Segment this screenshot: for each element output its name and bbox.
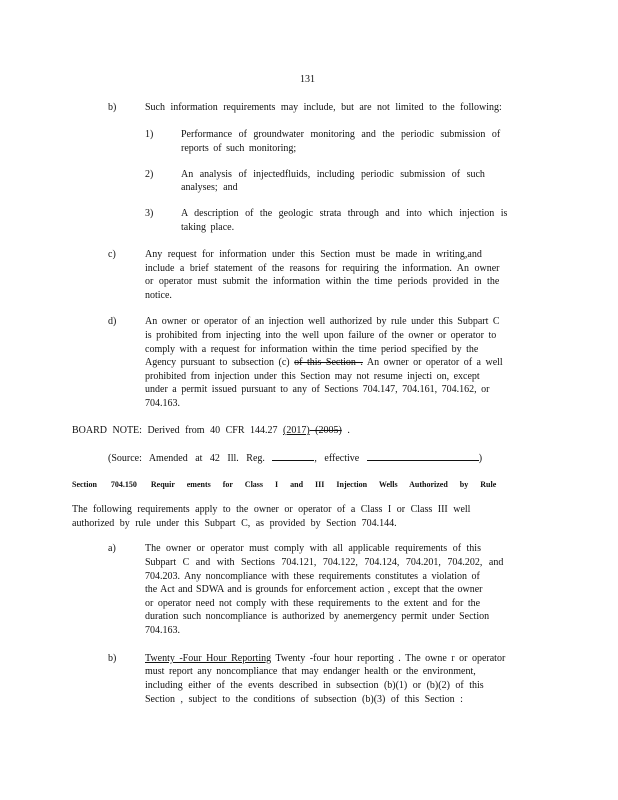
subitem-1-line: reports of such monitoring; (181, 143, 297, 154)
subitem-1-line: Performance of groundwater monitoring and the periodic submission of (181, 129, 501, 140)
item-d-line: 704.163. (145, 398, 180, 409)
item-b2-line: must report any noncompliance that may endanger health or the environment, (145, 666, 476, 677)
board-note: BOARD NOTE: Derived from 40 CFR 144.27 (2017) (2005) . (72, 425, 350, 436)
item-a-line: the Act and SDWA and is grounds for enforcement action , except that the owner (145, 584, 483, 595)
item-d-line: prohibited from injection under this Section may not resume injecti on, except (145, 371, 480, 382)
item-a-line: duration such noncompliance is authorized by anemergency permit under Section (145, 611, 490, 622)
item-a-line: 704.203. Any noncompliance with these requirements constitutes a violation of (145, 571, 480, 582)
item-d-line: is prohibited from injecting into the well upon failure of the owner or operator to (145, 330, 497, 341)
subitem-3-number: 3) (145, 208, 154, 219)
item-b-label: b) (108, 102, 117, 113)
page-number: 131 (300, 74, 315, 85)
item-a-line: or operator need not comply with these requirements to the extent and for the (145, 598, 481, 609)
struck-text: of this Section . (294, 357, 363, 368)
item-b2-line: including either of the events described in subsection (b)(1) or (b)(2) of this (145, 680, 484, 691)
subitem-2-line: An analysis of injectedfluids, including periodic submission of such (181, 169, 485, 180)
item-b-text: Such information requirements may include, but are not limited to the following: (145, 102, 502, 113)
subitem-2-number: 2) (145, 169, 154, 180)
subitem-3-line: A description of the geologic strata through and into which injection is (181, 208, 508, 219)
item-b2-heading: Twenty -Four Hour Reporting (145, 653, 272, 664)
item-d-line: comply with a request for information within the time period specified by the (145, 344, 479, 355)
struck-text: (2005) (309, 425, 342, 436)
item-c-line: or operator must submit the information within the time periods provided in the (145, 276, 500, 287)
subitem-2-line: analyses; and (181, 182, 238, 193)
inserted-text: (2017) (283, 425, 310, 436)
source-line: (Source: Amended at 42 Ill. Reg. , effective ) (108, 450, 482, 466)
item-d-line: under a permit issued pursuant to any of Sections 704.147, 704.161, 704.162, or (145, 384, 490, 395)
effective-date-blank (367, 450, 479, 461)
item-a-line: The owner or operator must comply with all applicable requirements of this (145, 543, 481, 554)
item-a-line: Subpart C and with Sections 704.121, 704.122, 704.124, 704.201, 704.202, and (145, 557, 504, 568)
item-c-label: c) (108, 249, 116, 260)
item-b2-line: Section , subject to the conditions of subsection (b)(3) of this Section : (145, 694, 463, 705)
subitem-3-line: taking place. (181, 222, 235, 233)
item-b2-line: Twenty -Four Hour Reporting Twenty -four hour reporting . The owne r or operator (145, 653, 506, 664)
item-d-label: d) (108, 316, 117, 327)
item-c-line: include a brief statement of the reasons for requiring the information. An owner (145, 263, 500, 274)
intro-line: authorized by rule under this Subpart C, as provided by Section 704.144. (72, 518, 397, 529)
subitem-1-number: 1) (145, 129, 154, 140)
item-c-line: Any request for information under this Section must be made in writing,and (145, 249, 482, 260)
intro-line: The following requirements apply to the owner or operator of a Class I or Class III well (72, 504, 471, 515)
item-a-line: 704.163. (145, 625, 180, 636)
item-c-line: notice. (145, 290, 172, 301)
item-d-line: An owner or operator of an injection well authorized by rule under this Subpart C (145, 316, 500, 327)
item-b2-label: b) (108, 653, 117, 664)
section-heading: Section 704.150 Requir ements for Class I and III Injection Wells Authorized by Rule (72, 480, 497, 489)
item-a-label: a) (108, 543, 116, 554)
item-d-line: Agency pursuant to subsection (c) of this Section . An owner or operator of a well (145, 357, 503, 368)
reg-blank (272, 450, 314, 461)
